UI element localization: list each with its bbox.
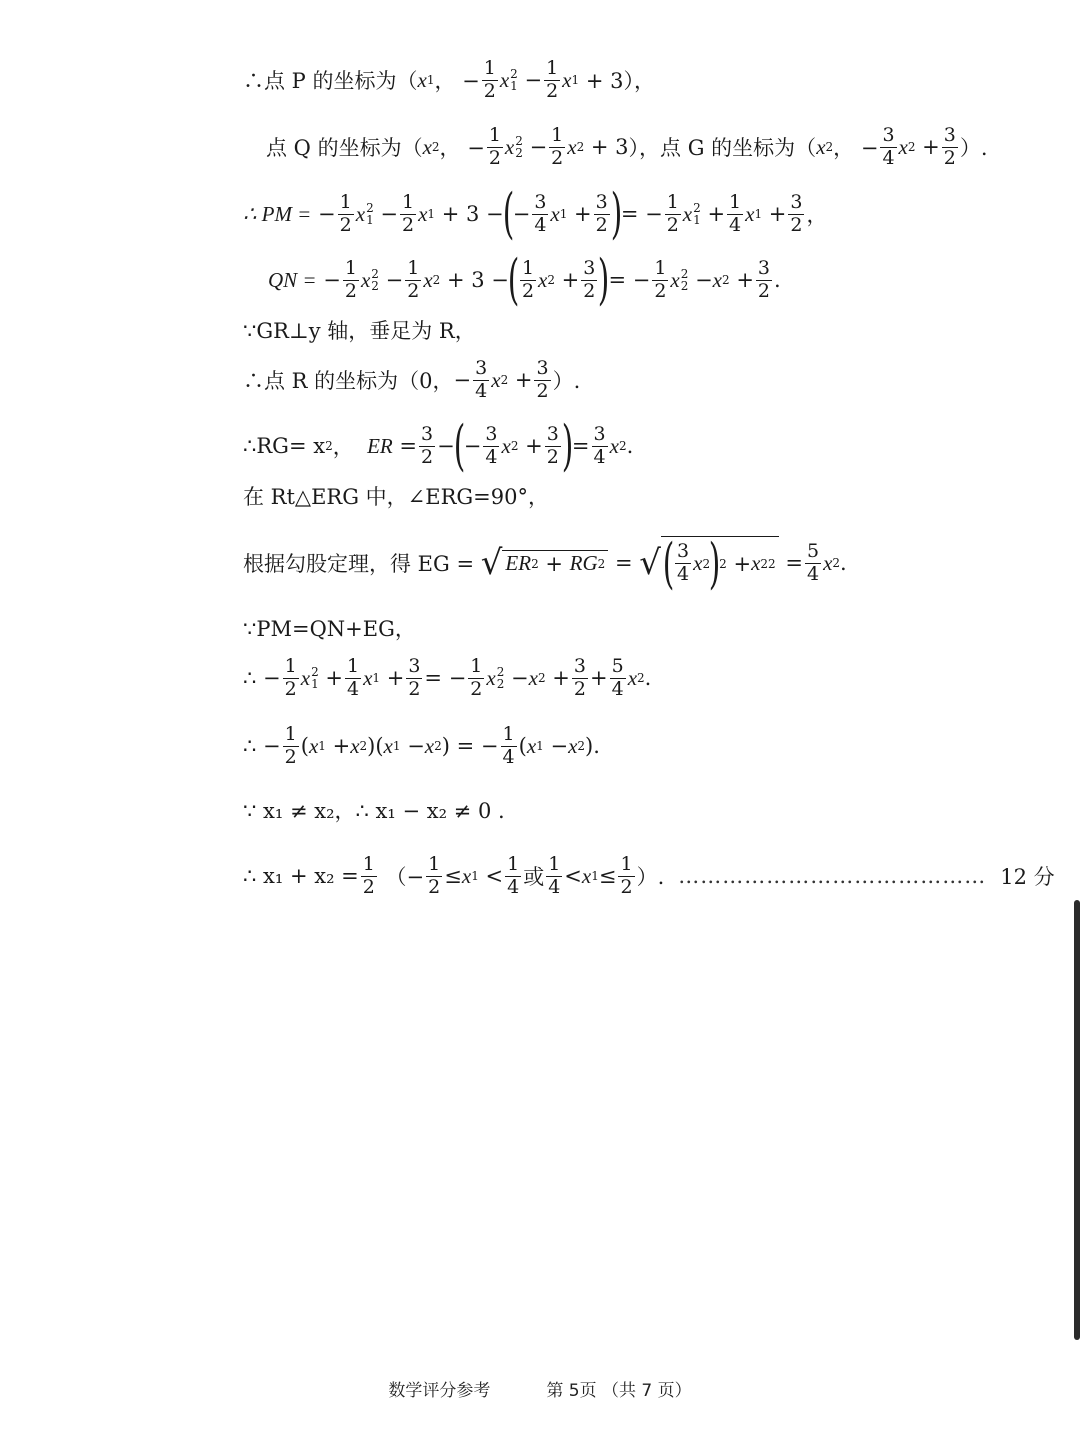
page-footer (0, 1376, 1080, 1401)
line-point-r: ∴点 R 的坐标为（0， − $\frac{3}{4}$ x 2 + $\frac{3}{2}$ ）. (243, 356, 581, 402)
line-x-not-equal (243, 780, 505, 840)
text-pythagoras-prefix: 根据勾股定理，得 EG = (243, 552, 475, 576)
line-pm: ∴ PM = − $\frac{1}{2}$ x 2 1 − $\frac{1}{2}$ x 1 + 3 − ( − $\frac{3}{4}$ x 1 + $\frac{3}{2}$ ) = − $\frac{1}{2}$ x 2 1 + $\frac{1}{4}$ x 1 + $\frac{3}{2}$ ， (243, 182, 828, 245)
footer-subject: 数学评分参考 (388, 1381, 491, 1401)
score-label: 12 分 (1000, 865, 1055, 889)
text-point-g-mid: ），点 G 的坐标为（ (628, 136, 817, 160)
text-point-q-prefix: 点 Q 的坐标为（ (266, 136, 423, 160)
line-point-q-g: 点 Q 的坐标为（ x 2 ， − $\frac{1}{2}$ x 2 2 − $\frac{1}{2}$ x 2 + 3 ），点 G 的坐标为（ x 2 ， − $\frac{3}{4}$ x 2 + $\frac{3}{2}$ ）. (266, 123, 988, 169)
line-pythagoras: 根据勾股定理，得 EG = √ ER 2 + RG 2 = √ ( $\frac{3}{4}$ x 2 ) 2 + x 2 2 = $\frac{5}{4}$ x 2 . (243, 531, 847, 595)
line-final-answer: ∴ x₁ + x₂ = $\frac{1}{2}$ （− $\frac{1}{2}$ ≤ x 1 < $\frac{1}{4}$ 或 $\frac{1}{4}$ < x 1 ≤ $\frac{1}{2}$ ）. …………………………………… 12 分 (243, 852, 1055, 898)
text-point-p-prefix: ∴点 P 的坐标为（ (243, 69, 418, 93)
text-or: 或 (523, 865, 545, 889)
text-rg-prefix: ∴RG= x (243, 434, 326, 458)
text-right-triangle: 在 Rt△ERG 中，∠ERG=90°， (243, 485, 549, 509)
text-qn-prefix: QN = (268, 267, 317, 292)
text-final-prefix: ∴ x₁ + x₂ = (243, 864, 359, 888)
text-pm-prefix: ∴ PM = (243, 201, 312, 226)
line-qn: QN = − $\frac{1}{2}$ x 2 2 − $\frac{1}{2}$ x 2 + 3 − ( $\frac{1}{2}$ x 2 + $\frac{3}{2}$ ) = − $\frac{1}{2}$ x 2 2 − x 2 + $\frac{3}{2}$ . (268, 248, 781, 311)
text-gr-perp: ∵GR⊥y 轴，垂足为 R， (243, 319, 476, 343)
text-point-r-prefix: ∴点 R 的坐标为（0， (243, 369, 454, 393)
footer-page-number: 第 5页 （共 7 页） (546, 1381, 692, 1401)
scrollbar-thumb[interactable] (1074, 900, 1080, 1340)
line-point-p: ∴点 P 的坐标为（ x 1 ， − $\frac{1}{2}$ x 2 1 − $\frac{1}{2}$ x 1 + 3）， (243, 56, 655, 102)
text-pm-eq: ∵PM=QN+EG， (243, 617, 416, 641)
line-equation-expanded: ∴ − $\frac{1}{2}$ x 2 1 + $\frac{1}{4}$ x 1 + $\frac{3}{2}$ = − $\frac{1}{2}$ x 2 2 − x 2 + $\frac{3}{2}$ + $\frac{5}{4}$ x 2 . (243, 654, 652, 700)
score-leader-dots: …………………………………… (678, 864, 987, 888)
line-equation-factored: ∴ − $\frac{1}{2}$ ( x 1 + x 2 )( x 1 − x 2 ) = − $\frac{1}{4}$ ( x 1 − x 2 ). (243, 722, 600, 768)
text-x-not-equal: ∵ x₁ ≠ x₂，∴ x₁ − x₂ ≠ 0 . (243, 799, 505, 823)
line-right-triangle (243, 466, 549, 526)
line-rg-er: ∴RG= x 2 ， ER = $\frac{3}{2}$ − ( − $\frac{3}{4}$ x 2 + $\frac{3}{2}$ ) = $\frac{3}{4}$ x 2 . (243, 414, 634, 477)
